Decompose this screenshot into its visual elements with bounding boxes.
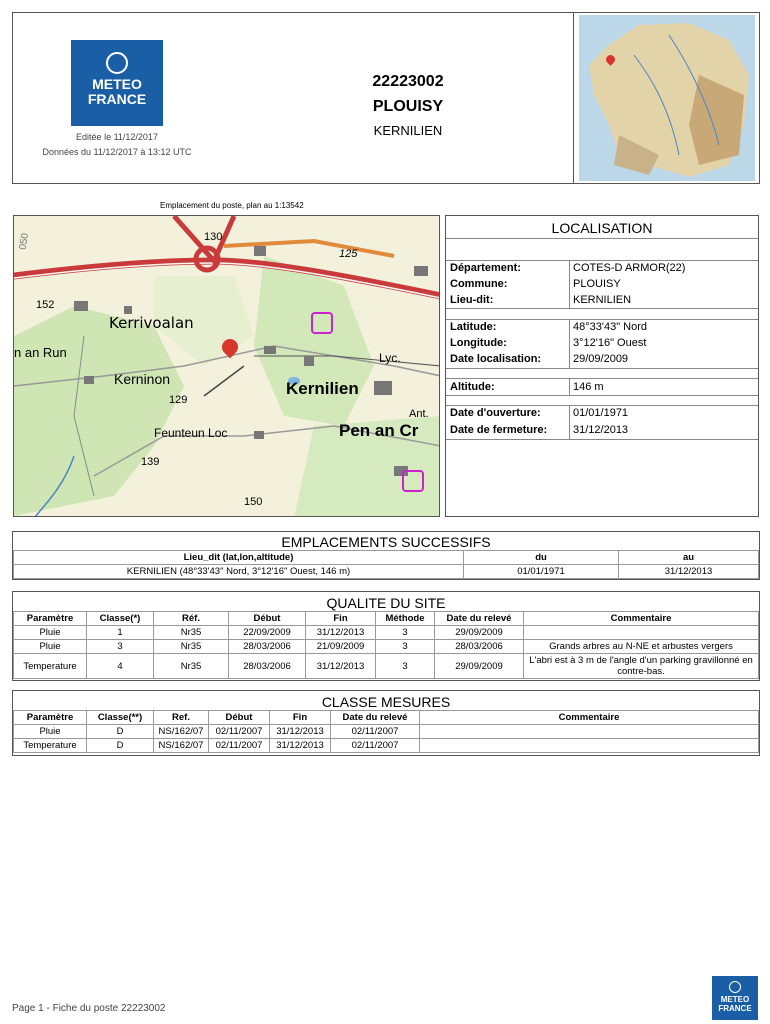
cell: 31/12/2013 <box>306 626 376 640</box>
cell: 3 <box>376 640 435 654</box>
table-row <box>14 565 759 579</box>
loc-row-longitude <box>446 336 758 352</box>
map-label-pen-an-cr: Pen an Cr <box>339 421 419 440</box>
table-header-row <box>14 711 759 725</box>
cell: 31/12/2013 <box>619 565 759 579</box>
table-row <box>14 626 759 640</box>
cell <box>524 626 759 640</box>
map-label-150: 150 <box>244 496 263 508</box>
cell <box>420 725 759 739</box>
map-label-139: 139 <box>141 456 160 468</box>
table-row <box>14 725 759 739</box>
loc-row-latitude <box>446 320 758 336</box>
cell: L'abri est à 3 m de l'angle d'un parking gravillonné en contre-bas. <box>524 654 759 679</box>
emplacements-title: EMPLACEMENTS SUCCESSIFS <box>281 534 491 550</box>
col-debut: Début <box>229 612 306 626</box>
qualite-table <box>13 611 759 679</box>
cell: 22/09/2009 <box>229 626 306 640</box>
footer-page-label: Page 1 - Fiche du poste 22223002 <box>12 1003 166 1014</box>
col-lieu-dit: Lieu_dit (lat,lon,altitude) <box>14 551 464 565</box>
map-label-feunteun: Feunteun Loc <box>154 426 228 440</box>
qualite-section <box>12 591 760 681</box>
map-label-130: 130 <box>204 231 223 243</box>
loc-label: Département: <box>450 262 521 274</box>
col-au: au <box>619 551 759 565</box>
map-label-ant: Ant. <box>409 408 429 420</box>
loc-row-departement <box>446 261 758 277</box>
map-label-an-run: n an Run <box>14 345 67 360</box>
loc-row-lieu-dit <box>446 293 758 309</box>
cell: NS/162/07 <box>154 739 209 753</box>
loc-value: 48°33'43" Nord <box>573 321 648 333</box>
cell: 02/11/2007 <box>331 739 420 753</box>
col-date-releve: Date du relevé <box>331 711 420 725</box>
loc-value: 31/12/2013 <box>573 424 629 436</box>
cell: 02/11/2007 <box>331 725 420 739</box>
col-classe: Classe(**) <box>87 711 154 725</box>
footer-logo-icon <box>729 981 741 993</box>
cell: Pluie <box>14 626 87 640</box>
cell: Nr35 <box>154 626 229 640</box>
cell: 21/09/2009 <box>306 640 376 654</box>
map-label-kernilien: Kernilien <box>286 379 359 398</box>
table-row <box>14 640 759 654</box>
col-commentaire: Commentaire <box>420 711 759 725</box>
col-du: du <box>464 551 619 565</box>
map-label-kerninon: Kerninon <box>114 371 171 387</box>
weather-station-marker-icon <box>311 312 333 334</box>
logo-icon <box>106 52 128 74</box>
loc-label: Date localisation: <box>450 353 542 365</box>
map-caption: Emplacement du poste, plan au 1:13542 <box>160 201 304 210</box>
cell: Temperature <box>14 654 87 679</box>
loc-value: 3°12'16" Ouest <box>573 337 647 349</box>
loc-label: Lieu-dit: <box>450 294 494 306</box>
cell: D <box>87 739 154 753</box>
cell: 3 <box>376 626 435 640</box>
map-label-152: 152 <box>36 299 55 311</box>
classe-table <box>13 710 759 753</box>
cell <box>420 739 759 753</box>
col-debut: Début <box>209 711 270 725</box>
cell: 28/03/2006 <box>229 654 306 679</box>
col-methode: Méthode <box>376 612 435 626</box>
footer-logo <box>712 976 758 1020</box>
cell: NS/162/07 <box>154 725 209 739</box>
localisation-panel <box>445 215 759 517</box>
loc-value: 01/01/1971 <box>573 407 629 419</box>
table-row <box>14 654 759 679</box>
footer-logo-text-1: METEO <box>720 995 750 1004</box>
cell: 29/09/2009 <box>435 654 524 679</box>
cell: 31/12/2013 <box>270 725 331 739</box>
loc-value: 29/09/2009 <box>573 353 629 365</box>
map-label-050: 050 <box>17 232 32 251</box>
station-lieu-dit: KERNILIEN <box>373 123 443 138</box>
map-label-125: 125 <box>339 248 358 260</box>
cell: Pluie <box>14 640 87 654</box>
weather-station-marker-icon-2 <box>402 470 424 492</box>
cell: 1 <box>87 626 154 640</box>
loc-label: Altitude: <box>450 381 495 393</box>
cell: 4 <box>87 654 154 679</box>
loc-value: KERNILIEN <box>573 294 632 306</box>
loc-label: Latitude: <box>450 321 497 333</box>
cell: 3 <box>87 640 154 654</box>
loc-row-altitude <box>446 380 758 396</box>
col-classe: Classe(*) <box>87 612 154 626</box>
loc-value: PLOUISY <box>573 278 621 290</box>
cell: Grands arbres au N-NE et arbustes vergers <box>524 640 759 654</box>
loc-label: Date d'ouverture: <box>450 407 541 419</box>
classe-section <box>12 690 760 756</box>
map-label-lyc: Lyc. <box>379 351 401 365</box>
logo-text-2: FRANCE <box>87 91 147 107</box>
col-ref: Ref. <box>154 711 209 725</box>
footer-logo-text-2: FRANCE <box>718 1004 752 1013</box>
cell: Temperature <box>14 739 87 753</box>
col-fin: Fin <box>306 612 376 626</box>
location-map <box>13 215 440 517</box>
cell: 29/09/2009 <box>435 626 524 640</box>
emplacements-table <box>13 550 759 579</box>
logo-text-1: METEO <box>92 76 142 92</box>
loc-value: COTES-D ARMOR(22) <box>573 262 686 274</box>
emplacements-section <box>12 531 760 580</box>
loc-value: 146 m <box>573 381 604 393</box>
station-id: 22223002 <box>372 73 444 90</box>
cell: 28/03/2006 <box>229 640 306 654</box>
loc-row-date-fermeture <box>446 423 758 439</box>
header-box <box>12 12 760 184</box>
loc-label: Longitude: <box>450 337 507 349</box>
classe-title: CLASSE MESURES <box>321 694 451 710</box>
cell: 02/11/2007 <box>209 739 270 753</box>
col-date-releve: Date du relevé <box>435 612 524 626</box>
cell: Nr35 <box>154 640 229 654</box>
col-ref: Réf. <box>154 612 229 626</box>
loc-label: Date de fermeture: <box>450 424 548 436</box>
loc-row-date-ouverture <box>446 406 758 422</box>
col-parametre: Paramètre <box>14 711 87 725</box>
loc-row-date-localisation <box>446 352 758 368</box>
table-header-row <box>14 551 759 565</box>
col-parametre: Paramètre <box>14 612 87 626</box>
meteo-france-logo <box>71 40 163 126</box>
cell: 02/11/2007 <box>209 725 270 739</box>
data-date: Données du 11/12/2017 à 13:12 UTC <box>42 147 192 157</box>
cell: 31/12/2013 <box>306 654 376 679</box>
localisation-title: LOCALISATION <box>551 220 653 236</box>
cell: D <box>87 725 154 739</box>
cell: 31/12/2013 <box>270 739 331 753</box>
table-header-row <box>14 612 759 626</box>
map-label-129: 129 <box>169 394 188 406</box>
cell: KERNILIEN (48°33'43" Nord, 3°12'16" Ouest, 146 m) <box>14 565 464 579</box>
france-overview-map <box>579 15 755 181</box>
cell: 28/03/2006 <box>435 640 524 654</box>
table-row <box>14 739 759 753</box>
loc-label: Commune: <box>450 278 508 290</box>
cell: 01/01/1971 <box>464 565 619 579</box>
edited-date: Editée le 11/12/2017 <box>76 132 158 142</box>
cell: Pluie <box>14 725 87 739</box>
cell: Nr35 <box>154 654 229 679</box>
col-commentaire: Commentaire <box>524 612 759 626</box>
cell: 3 <box>376 654 435 679</box>
map-label-kerrivoalan: Kerrivoalan <box>109 314 194 332</box>
qualite-title: QUALITE DU SITE <box>326 595 446 611</box>
station-commune: PLOUISY <box>372 98 444 115</box>
loc-row-commune <box>446 277 758 293</box>
col-fin: Fin <box>270 711 331 725</box>
